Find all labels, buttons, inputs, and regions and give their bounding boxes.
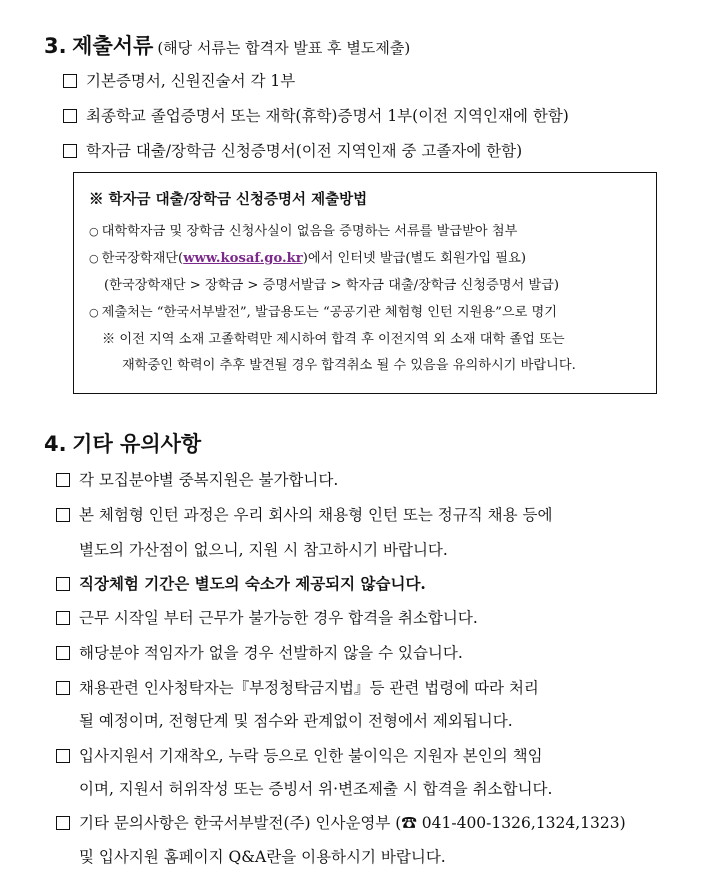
checkbox-icon[interactable] <box>63 74 77 88</box>
item-text: 최종학교 졸업증명서 또는 재학(휴학)증명서 1부(이전 지역인재에 한함) <box>86 107 569 125</box>
box-line-text: 한국장학재단( <box>101 251 184 266</box>
box-line-text: 대학학자금 및 장학금 신청사실이 없음을 증명하는 서류를 발급받아 첨부 <box>101 224 518 239</box>
box-line-text: )에서 인터넷 발급(별도 회원가입 필요) <box>302 251 526 266</box>
checkbox-icon[interactable] <box>56 577 70 591</box>
item-text: 해당분야 적임자가 없을 경우 선발하지 않을 수 있습니다. <box>79 644 463 662</box>
checkbox-icon[interactable] <box>56 508 70 522</box>
box-line <box>89 250 526 267</box>
box-line: (한국장학재단 > 장학금 > 증명서발급 > 학자금 대출/장학금 신청증명서 발급) <box>104 278 560 293</box>
circle-bullet-icon: ○ <box>89 306 99 319</box>
checkbox-icon[interactable] <box>56 816 70 830</box>
item-text: 채용관련 인사청탁자는『부정청탁금지법』등 관련 법령에 따라 처리 <box>79 679 539 697</box>
checkbox-icon[interactable] <box>56 473 70 487</box>
section-4-item <box>56 608 478 628</box>
box-line <box>89 304 557 321</box>
section-3-item <box>63 141 522 161</box>
checkbox-icon[interactable] <box>56 611 70 625</box>
circle-bullet-icon: ○ <box>89 225 99 238</box>
circle-bullet-icon: ○ <box>89 252 99 265</box>
checkbox-icon[interactable] <box>56 646 70 660</box>
section-4-number: 4. <box>44 432 67 456</box>
kosaf-link[interactable]: www.kosaf.go.kr <box>183 251 303 266</box>
section-4-item <box>56 678 539 698</box>
item-text: 기타 문의사항은 한국서부발전(주) 인사운영부 (☎ 041-400-1326,1324,1323) <box>79 814 626 832</box>
checkbox-icon[interactable] <box>63 144 77 158</box>
section-4-item <box>56 746 543 766</box>
section-4-item-continuation: 이며, 지원서 허위작성 또는 증빙서 위·변조제출 시 합격을 취소합니다. <box>79 780 553 798</box>
item-text: 학자금 대출/장학금 신청증명서(이전 지역인재 중 고졸자에 한함) <box>86 142 523 160</box>
box-note: ※ 이전 지역 소재 고졸학력만 제시하여 합격 후 이전지역 외 소재 대학 졸업 또는 <box>102 332 565 347</box>
section-3-item <box>63 106 569 126</box>
section-4-heading <box>44 428 201 458</box>
section-4-item <box>56 470 338 490</box>
item-text: 기본증명서, 신원진술서 각 1부 <box>86 72 296 90</box>
section-4-title: 기타 유의사항 <box>72 432 202 456</box>
checkbox-icon[interactable] <box>63 109 77 123</box>
section-4-item-continuation: 및 입사지원 홈페이지 Q&A란을 이용하시기 바랍니다. <box>79 848 446 866</box>
section-4-item <box>56 813 626 833</box>
section-3-number: 3. <box>44 34 67 58</box>
section-4-item <box>56 505 552 525</box>
item-text: 근무 시작일 부터 근무가 불가능한 경우 합격을 취소합니다. <box>79 609 478 627</box>
section-3-title: 제출서류 <box>72 34 154 58</box>
box-note: 재학중인 학력이 추후 발견될 경우 합격취소 될 수 있음을 유의하시기 바랍니다. <box>122 358 576 373</box>
item-text: 본 체험형 인턴 과정은 우리 회사의 채용형 인턴 또는 정규직 채용 등에 <box>79 506 553 524</box>
checkbox-icon[interactable] <box>56 681 70 695</box>
section-3-heading <box>44 30 410 60</box>
section-4-item <box>56 643 463 663</box>
section-4-item-continuation: 될 예정이며, 전형단계 및 점수와 관계없이 전형에서 제외됩니다. <box>79 712 513 730</box>
section-4-item-continuation: 별도의 가산점이 없으니, 지원 시 참고하시기 바랍니다. <box>79 541 448 559</box>
item-text: 입사지원서 기재착오, 누락 등으로 인한 불이익은 지원자 본인의 책임 <box>79 747 543 765</box>
scholarship-certificate-box <box>73 172 657 394</box>
checkbox-icon[interactable] <box>56 749 70 763</box>
box-line-text: 제출처는 “한국서부발전”, 발급용도는 “공공기관 체험형 인턴 지원용”으로 명기 <box>101 305 558 320</box>
box-line <box>89 223 517 240</box>
section-4-item <box>56 574 426 594</box>
section-3-subtitle: (해당 서류는 합격자 발표 후 별도제출) <box>157 39 411 57</box>
section-3-item <box>63 71 295 91</box>
item-text: 각 모집분야별 중복지원은 불가합니다. <box>79 471 339 489</box>
item-text: 직장체험 기간은 별도의 숙소가 제공되지 않습니다. <box>79 574 426 593</box>
box-title: ※ 학자금 대출/장학금 신청증명서 제출방법 <box>89 191 368 208</box>
